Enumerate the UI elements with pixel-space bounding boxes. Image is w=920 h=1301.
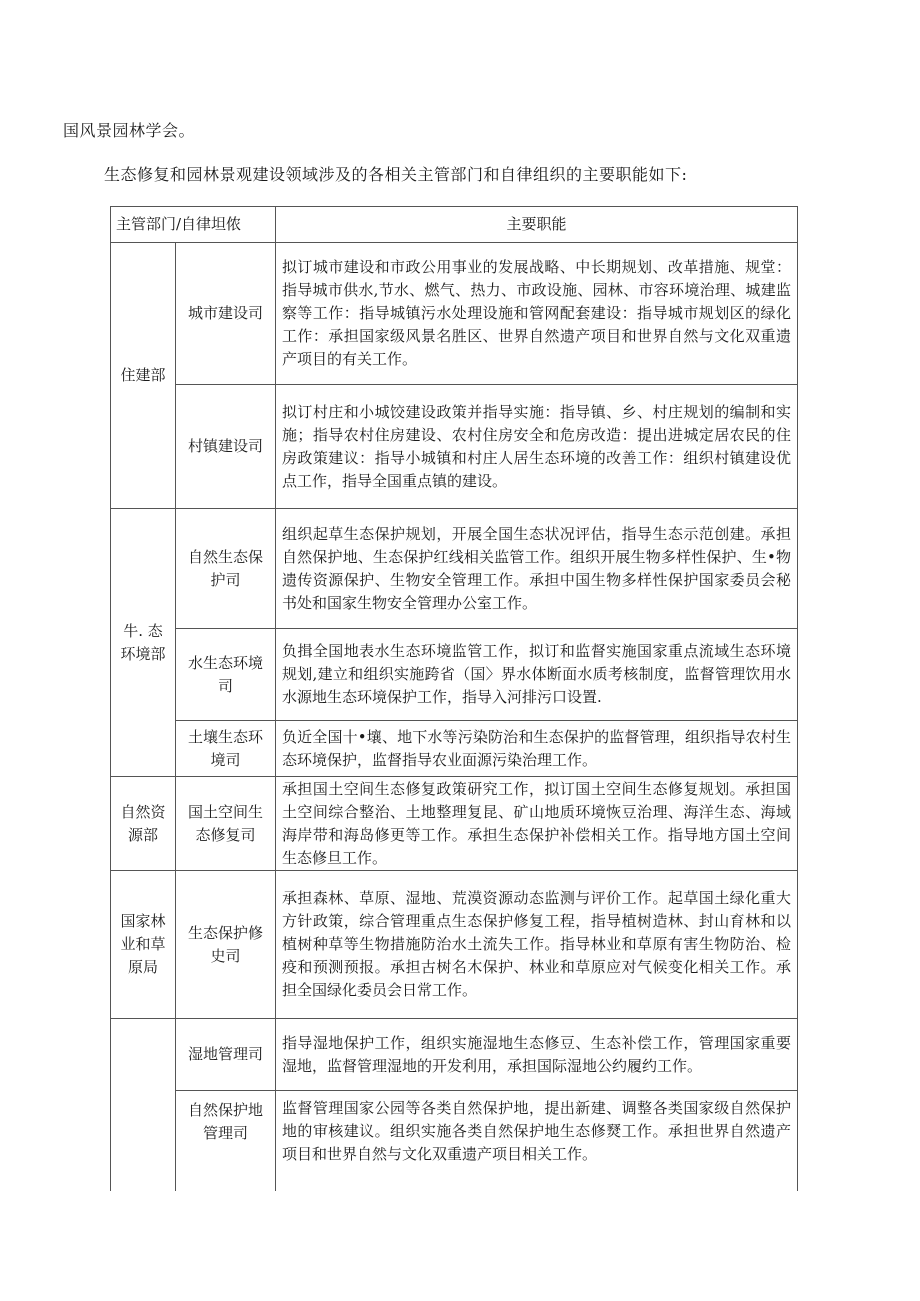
table-row	[111, 385, 798, 509]
duty-cell: 承担森林、草原、湿地、荒漠资源动态监测与评价工作。起草国土绿化重大方针政策，综合管理重点生态保护修复工程，指导植树造林、封山育林和以植树种草等生物措施防治水土流失工作。指导林业和草原有害生物防治、检疫和预测预报。承担古树名木保护、林业和草原应对气候变化相关工作。承担全国绿化委员会日常工作。	[276, 871, 798, 1019]
intro-fragment: 国风景园林学会。	[63, 121, 196, 140]
office-cell: 水生态环境司	[176, 629, 276, 721]
table-row	[111, 777, 798, 871]
table-row	[111, 629, 798, 721]
office-cell: 生态保护修史司	[176, 871, 276, 1019]
dept-cell: 住建部	[111, 243, 176, 509]
duty-cell: 拟订村庄和小城饺建设政策并指导实施：指导镇、乡、村庄规划的编制和实施；指导农村住房建设、农村住房安全和危房改造：提出进城定居农民的住房政策建议：指导小城镇和村庄人居生态环境的改善工作：组织村镇建设优点工作，指导全国重点镇的建设。	[276, 385, 798, 509]
table-row	[111, 871, 798, 1019]
duty-cell: 负近全国十•壤、地下水等污染防治和生态保护的监督管理，组织指导农村生态环境保护，监督指导农业面源污染治理工作。	[276, 721, 798, 777]
table-row	[111, 1091, 798, 1191]
office-cell: 城市建设司	[176, 243, 276, 385]
dept-cell	[111, 1019, 176, 1191]
table-row	[111, 1019, 798, 1091]
duty-cell: 拟订城市建设和市政公用事业的发展战略、中长期规划、改革措施、规堂：指导城市供水,节水、燃气、热力、市政设施、园林、市容环境治理、城建监察等工作：指导城镇污水处理设施和管网配套建设：指导城市规划区的绿化工作：承担国家级风景名胜区、世界自然遗产项目和世界自然与文化双重遗产项目的有关工作。	[276, 243, 798, 385]
functions-table	[110, 206, 798, 1191]
office-cell: 土壤生态环境司	[176, 721, 276, 777]
table-header-row	[111, 207, 798, 243]
duty-cell: 组织起草生态保护规划，开展全国生态状况评估，指导生态示范创建。承担自然保护地、生态保护红线相关监管工作。组织开展生物多样性保护、生•物遗传资源保护、生物安全管理工作。承担中国生物多样性保护国家委员会秘书处和国家生物安全管理办公室工作。	[276, 509, 798, 629]
duty-cell: 承担国土空间生态修复政策研究工作，拟订国土空间生态修复规划。承担国土空间综合整治、土地整理复昆、矿山地质环境恢豆治理、海洋生态、海域海岸带和海岛修更等工作。承担生态保护补偿相关工作。指导地方国土空间生态修旦工作。	[276, 777, 798, 871]
office-cell: 村镇建设司	[176, 385, 276, 509]
table-row	[111, 721, 798, 777]
header-duty: 主要职能	[276, 207, 798, 243]
office-cell: 自然生态保护司	[176, 509, 276, 629]
intro-sentence: 生态修复和园林景观建设领域涉及的各相关主管部门和自律组织的主要职能如下:	[104, 165, 688, 184]
office-cell: 国土空间生态修复司	[176, 777, 276, 871]
office-cell: 湿地管理司	[176, 1019, 276, 1091]
duty-cell: 指导湿地保护工作，组织实施湿地生态修豆、生态补偿工作，管理国家重要湿地，监督管理湿地的开发利用，承担国际湿地公约履约工作。	[276, 1019, 798, 1091]
table-row	[111, 509, 798, 629]
duty-cell: 监督管理国家公园等各类自然保护地，提出新建、调整各类国家级自然保护地的审核建议。组织实施各类自然保护地生态修燹工作。承担世界自然遗产项目和世界自然与文化双重遗产项目相关工作。	[276, 1091, 798, 1191]
header-dept: 主管部门/自律坦侬	[111, 207, 276, 243]
dept-cell: 国家林业和草原局	[111, 871, 176, 1019]
duty-cell: 负揖全国地表水生态环境监管工作，拟订和监督实施国家重点流域生态环境规划,建立和组织实施跨省（国〉界水体断面水质考核制度，监督管理饮用水水源地生态环境保护工作，指导入河排污口设置.	[276, 629, 798, 721]
table-row	[111, 243, 798, 385]
dept-cell: 自然资源部	[111, 777, 176, 871]
dept-cell: 牛. 态环境部	[111, 509, 176, 777]
office-cell: 自然保护地管理司	[176, 1091, 276, 1191]
